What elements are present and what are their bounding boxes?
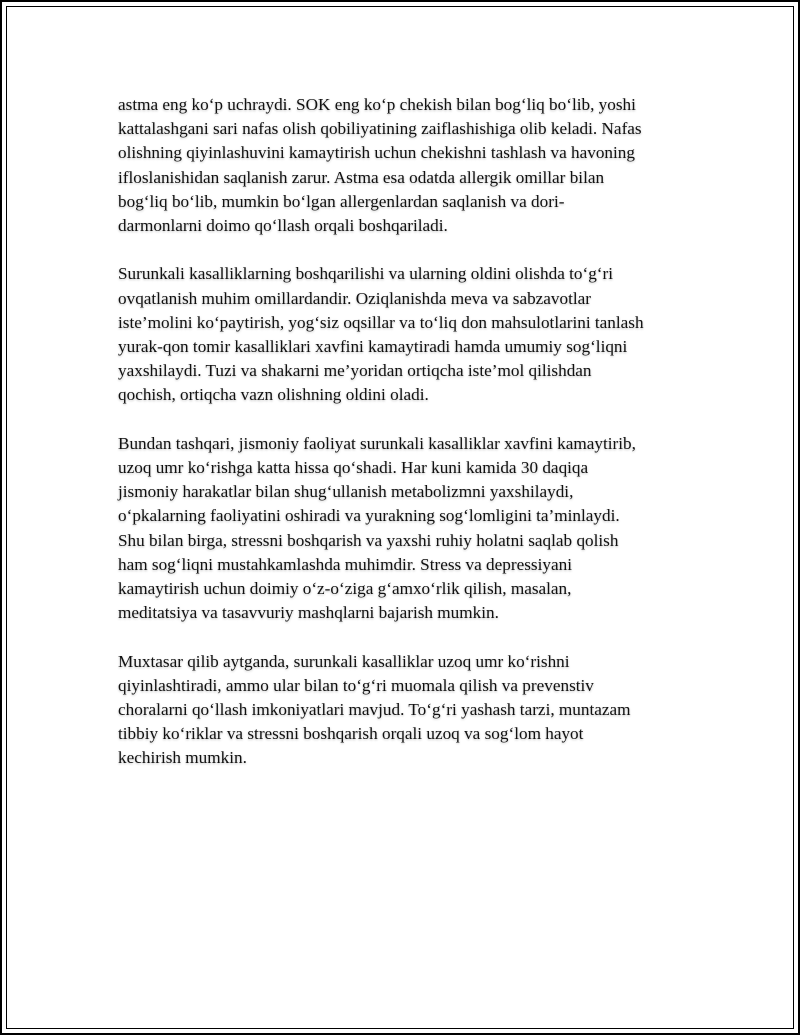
text-line: kamaytirish uchun doimiy o‘z-o‘ziga g‘amxo‘rlik qilish, masalan, <box>118 579 572 599</box>
text-line: Shu bilan birga, stressni boshqarish va yaxshi ruhiy holatni saqlab qolish <box>118 530 619 550</box>
text-line: jismoniy harakatlar bilan shug‘ullanish metabolizmni yaxshilaydi, <box>118 482 574 502</box>
paragraph-4 <box>118 650 698 771</box>
paragraph-2 <box>118 262 698 407</box>
text-line: yurak-qon tomir kasalliklari xavfini kamaytiradi hamda umumiy sog‘liqni <box>118 337 628 357</box>
paragraph-1 <box>118 93 698 238</box>
text-line: darmonlarni doimo qo‘llash orqali boshqariladi. <box>118 216 448 236</box>
text-line: choralarni qo‘llash imkoniyatlari mavjud. To‘g‘ri yashash tarzi, muntazam <box>118 700 631 720</box>
text-line: qiyinlashtiradi, ammo ular bilan to‘g‘ri muomala qilish va prevenstiv <box>118 675 594 695</box>
text-line: kechirish mumkin. <box>118 748 247 768</box>
text-line: tibbiy ko‘riklar va stressni boshqarish orqali uzoq va sog‘lom hayot <box>118 724 584 744</box>
text-line: uzoq umr ko‘rishga katta hissa qo‘shadi. Har kuni kamida 30 daqiqa <box>118 458 589 478</box>
document-body <box>118 93 698 795</box>
text-line: olishning qiyinlashuvini kamaytirish uchun chekishni tashlash va havoning <box>118 143 635 163</box>
text-line: yaxshilaydi. Tuzi va shakarni me’yoridan ortiqcha iste’mol qilishdan <box>118 361 592 381</box>
text-line: ovqatlanish muhim omillardandir. Oziqlanishda meva va sabzavotlar <box>118 288 592 308</box>
paragraph-3 <box>118 432 698 626</box>
text-line: astma eng ko‘p uchraydi. SOK eng ko‘p chekish bilan bog‘liq bo‘lib, yoshi <box>118 95 636 114</box>
text-line: iste’molini ko‘paytirish, yog‘siz oqsillar va to‘liq don mahsulotlarini tanlash <box>118 312 644 332</box>
text-line: bog‘liq bo‘lib, mumkin bo‘lgan allergenlardan saqlanish va dori- <box>118 191 565 211</box>
text-line: Muxtasar qilib aytganda, surunkali kasalliklar uzoq umr ko‘rishni <box>118 651 570 671</box>
text-line: o‘pkalarning faoliyatini oshiradi va yurakning sog‘lomligini ta’minlaydi. <box>118 506 620 526</box>
text-line: Surunkali kasalliklarning boshqarilishi va ularning oldini olishda to‘g‘ri <box>118 264 614 284</box>
text-line: kattalashgani sari nafas olish qobiliyatining zaiflashishiga olib keladi. Nafas <box>118 119 642 139</box>
text-line: meditatsiya va tasavvuriy mashqlarni bajarish mumkin. <box>118 603 499 623</box>
text-line: Bundan tashqari, jismoniy faoliyat surunkali kasalliklar xavfini kamaytirib, <box>118 433 636 453</box>
text-line: ifloslanishidan saqlanish zarur. Astma esa odatda allergik omillar bilan <box>118 167 605 187</box>
text-line: qochish, ortiqcha vazn olishning oldini oladi. <box>118 385 429 405</box>
text-line: ham sog‘liqni mustahkamlashda muhimdir. Stress va depressiyani <box>118 554 572 574</box>
